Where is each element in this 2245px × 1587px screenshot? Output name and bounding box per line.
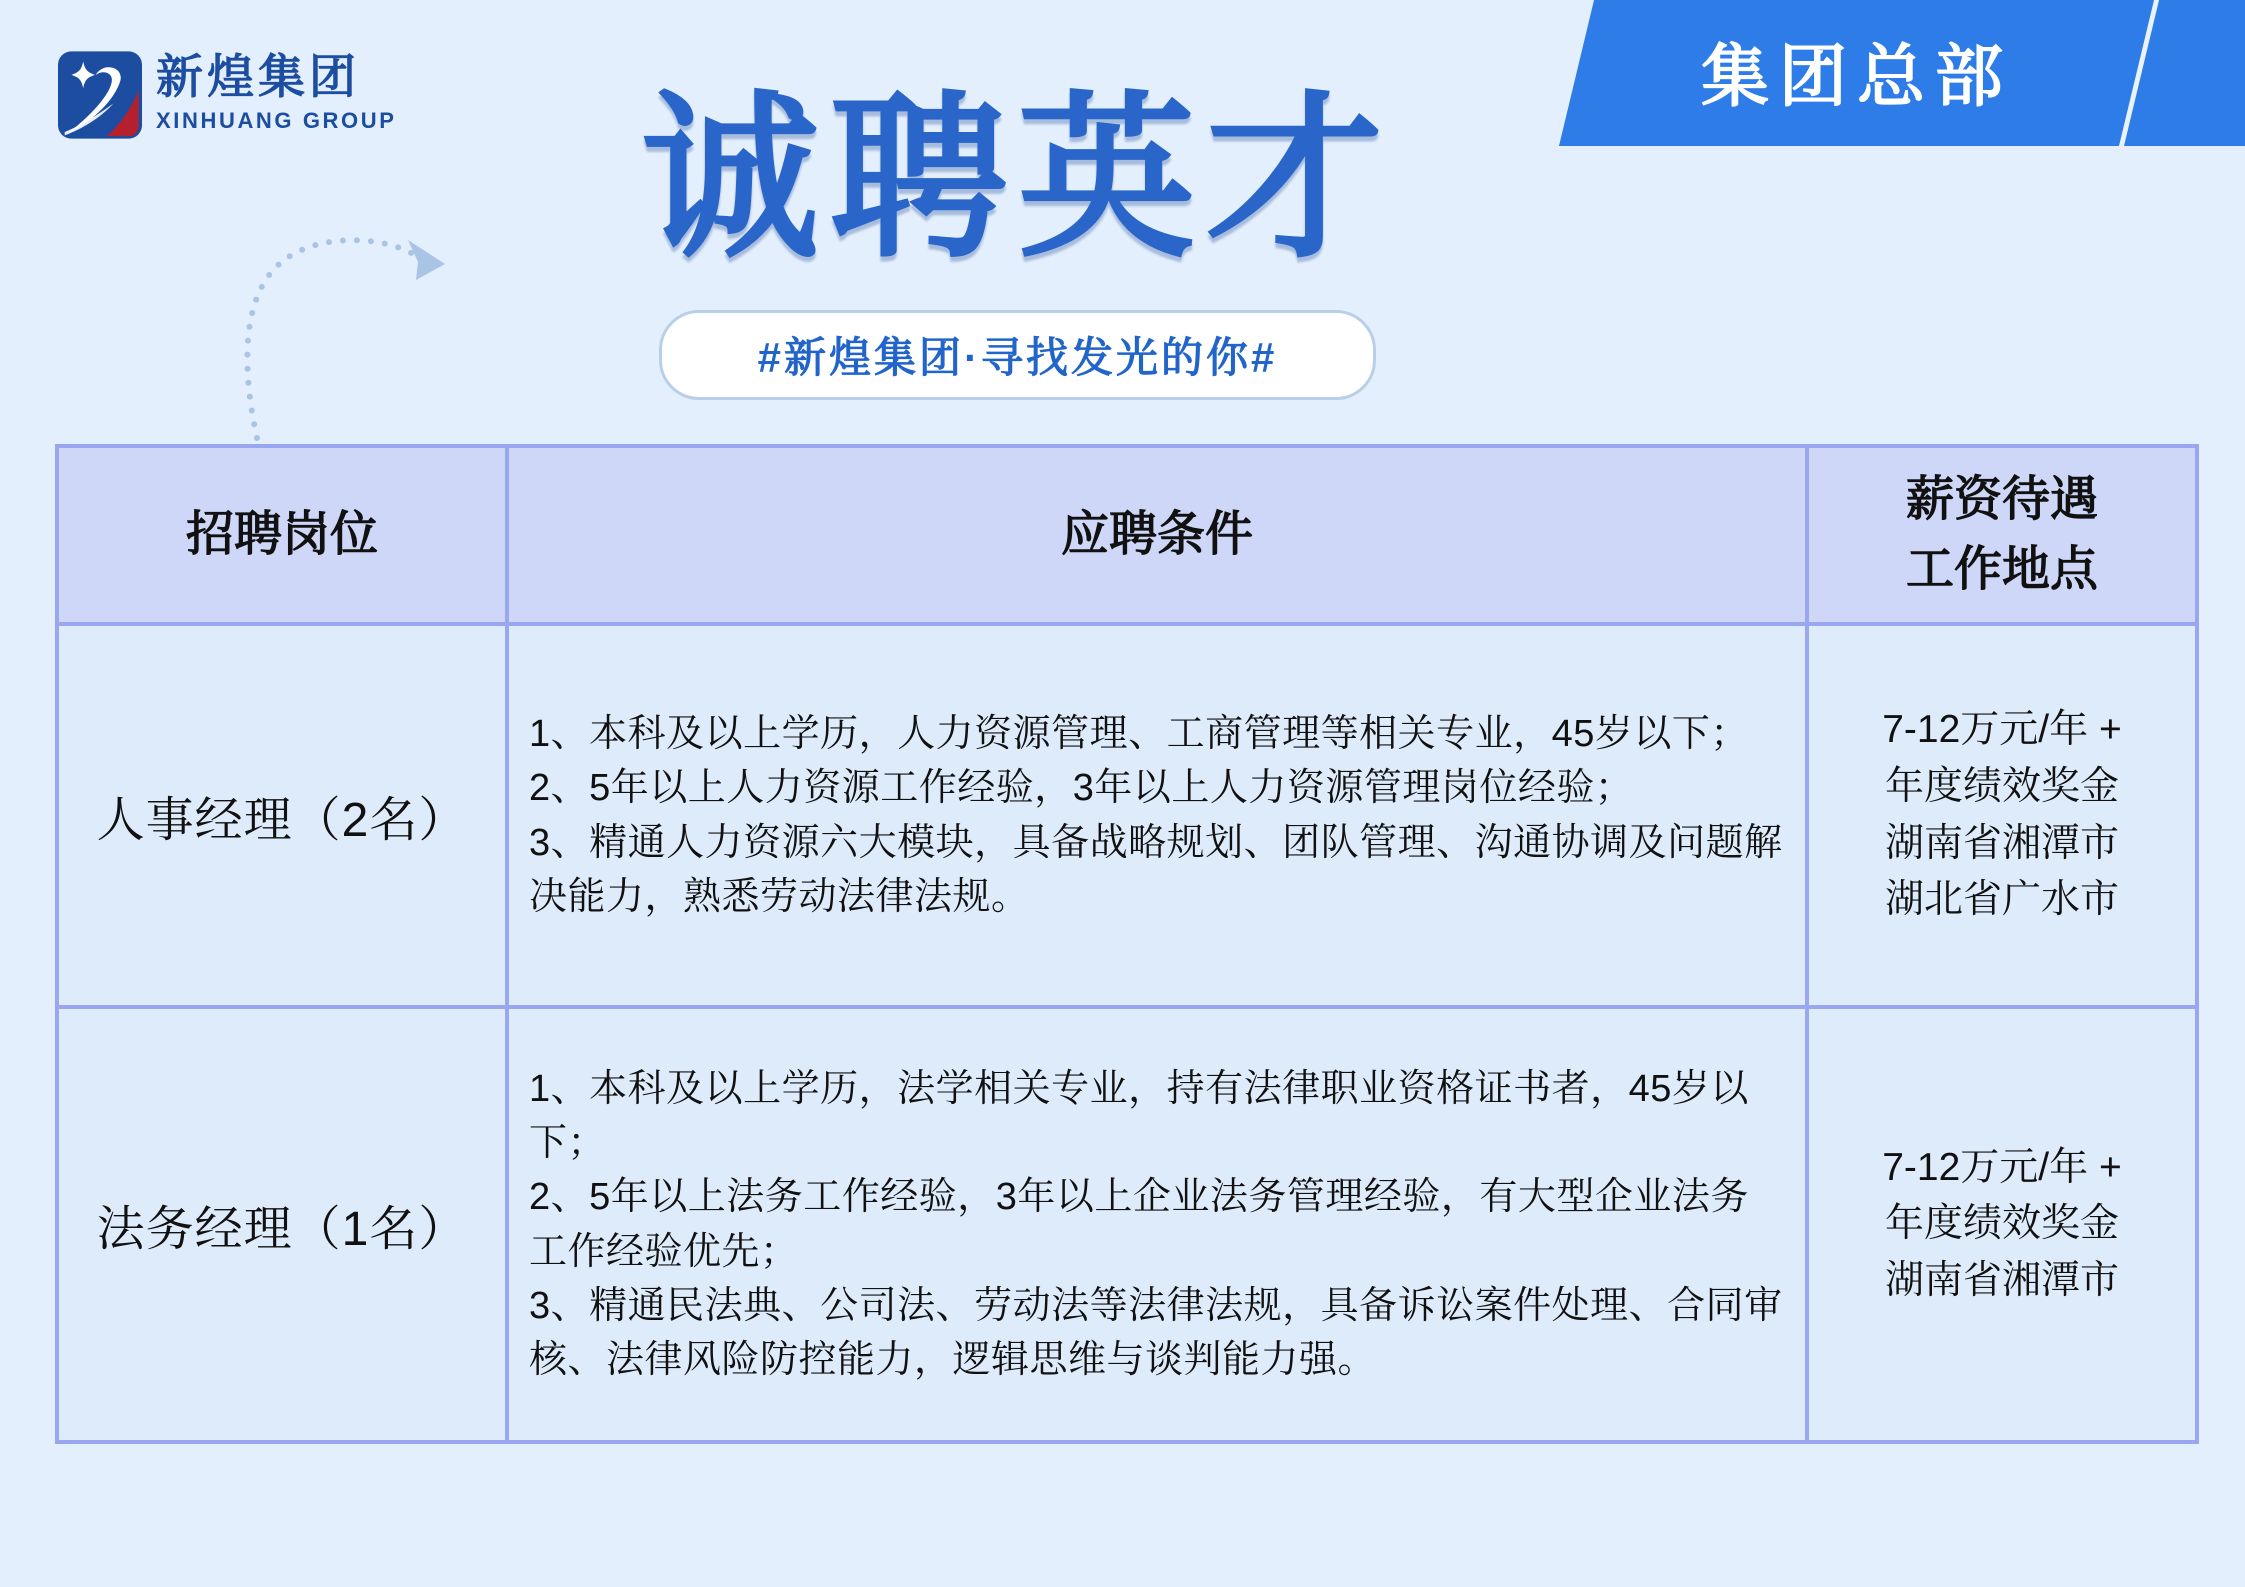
salary-location-cell [1807,624,2197,1007]
page-title: 诚聘英才 [641,79,1394,278]
column-header-salary-line2: 工作地点 [1905,543,2098,596]
requirement-line: 2、5年以上人力资源工作经验，3年以上人力资源管理岗位经验； [529,767,1634,810]
company-name-cn: 新煌集团 [156,50,360,103]
column-header-requirements: 应聘条件 [507,446,1807,624]
table-row-legal-manager [57,1007,2197,1442]
column-header-salary-location [1807,446,2197,624]
location-line: 湖南省湘潭市 [1884,821,2119,865]
column-header-salary-line1: 薪资待遇 [1905,473,2098,527]
table-row-hr-manager [57,624,2197,1007]
requirement-line: 3、精通民法典、公司法、劳动法等法律法规，具备诉讼案件处理、合同审核、法律风险防控能力，逻辑思维与谈判能力强。 [529,1284,1783,1382]
company-name-en: XINHUANG GROUP [156,108,397,134]
salary-line: 年度绩效奖金 [1884,1202,2119,1246]
salary-line: 7-12万元/年 + [1882,1145,2122,1189]
location-line: 湖北省广水市 [1884,878,2119,922]
requirements-cell [507,624,1807,1007]
position-name: 人事经理（2名） [57,624,507,1007]
salary-location-cell [1807,1007,2197,1442]
requirement-line: 2、5年以上法务工作经验，3年以上企业法务管理经验，有大型企业法务工作经验优先； [529,1176,1749,1273]
recruitment-table [55,444,2199,1444]
salary-line: 年度绩效奖金 [1884,764,2119,808]
position-name: 法务经理（1名） [57,1007,507,1442]
table-header-row [57,446,2197,624]
tagline-pill: #新煌集团·寻找发光的你# [659,310,1377,400]
requirements-cell [507,1007,1807,1442]
requirement-line: 1、本科及以上学历，人力资源管理、工商管理等相关专业，45岁以下； [529,712,1749,755]
corner-banner-label: 集团总部 [1700,38,2013,115]
salary-line: 7-12万元/年 + [1882,708,2122,752]
requirement-line: 3、精通人力资源六大模块，具备战略规划、团队管理、沟通协调及问题解决能力，熟悉劳动法律法规。 [529,821,1783,918]
hero-section [0,79,2035,400]
column-header-position: 招聘岗位 [57,446,507,624]
requirement-line: 1、本科及以上学历，法学相关专业，持有法律职业资格证书者，45岁以下； [529,1067,1749,1164]
location-line: 湖南省湘潭市 [1884,1258,2119,1302]
